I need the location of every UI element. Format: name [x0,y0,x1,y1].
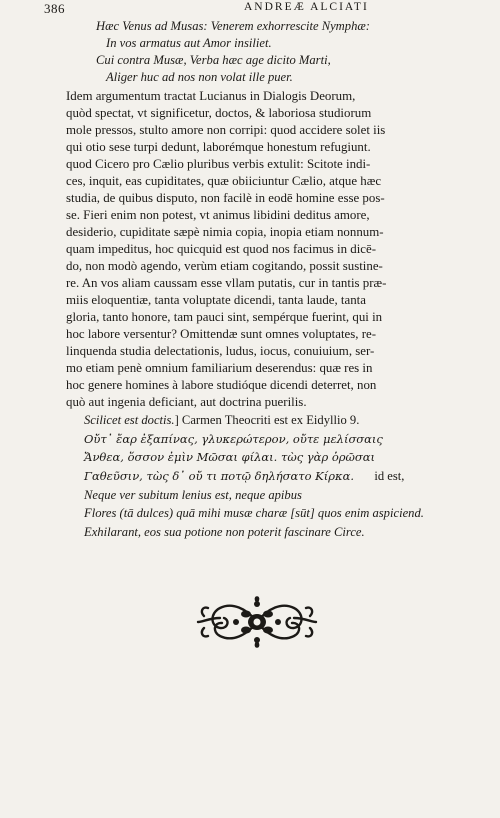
greek-line: Γαθεῦσιν, τὼς δ᾽ οὔ τι ποτῷ δηλήσατο Κίρκα. [84,469,355,484]
prose-line: quòd spectat, vt significetur, doctos, & laboriosa studiorum [66,105,372,120]
page-number: 386 [44,1,65,16]
greek-line: Οὔτ᾽ ἔαρ ἐξαπίνας, γλυκερώτερον, οὔτε μελίσσαις [84,431,383,446]
prose-line: se. Fieri enim non potest, vt animus libidini deditus amore, [66,207,370,222]
prose-line: qui otio sese turpi dedunt, laborémque honestum refugiunt. [66,139,371,154]
greek-line: Ἄνθεα, ὅσσον ἐμὶν Μῶσαι φίλαι. τὼς γὰρ ὁρῶσαι [84,450,376,465]
verse-line: Hæc Venus ad Musas: Venerem exhorrescite Nymphæ: [96,19,370,33]
prose-line: mole pressos, stulto amore non corripi: quod accidere solet iis [66,122,386,137]
verse-line: Aliger huc ad nos non volat ille puer. [106,70,293,85]
fleuron-ornament [196,592,318,652]
latin-line: Exhilarant, eos sua potione non poterit fascinare Circe. [84,525,365,540]
prose-line: quod Cicero pro Cælio pluribus verbis extulit: Scitote indi- [66,156,371,171]
verse-block [96,18,370,86]
idest-text: id est, [374,469,405,484]
prose-line: mo etiam penè omnium familiarium deserendus: quæ res in [66,360,373,375]
lemma-roman: ] Carmen Theocriti est ex Eidyllio 9. [174,413,360,427]
prose-line: re. An vos aliam caussam esse vllam putatis, cur in tantis præ- [66,275,387,290]
verse-line: In vos armatus aut Amor insiliet. [106,36,272,51]
note-line [84,467,474,486]
prose-line: miis eloquentiæ, tanta voluptate dicendi, tanta laude, tanta [66,292,366,307]
verse-line: Cui contra Musæ, Verba hæc age dicito Marti, [96,53,331,68]
prose-line: quam impeditus, hoc quicquid est quod nos facimus in dicē- [66,241,377,256]
prose-line: gloria, tanto honore, tam pauci sint, sempérque fuerint, qui in [66,309,383,324]
prose-line: quò aut ingenia deficiant, aut doctrina puerilis. [66,394,307,409]
lemma-italic: Scilicet est doctis. [84,413,175,427]
prose-line: linquenda studia delectationis, ludus, iocus, conuiuium, ser- [66,343,375,358]
prose-line: Idem argumentum tractat Lucianus in Dialogis Deorum, [66,88,356,103]
prose-line: do, non modò agendo, verùm etiam cogitando, possit sustine- [66,258,383,273]
prose-line: studia, de quibus disputo, non facilè in eodē homine esse pos- [66,190,385,205]
prose-line: desiderio, cupiditate sæpè nimia copia, inopia etiam nonnum- [66,224,384,239]
prose-paragraph [66,88,466,411]
prose-line: hoc genere homines à labore studióque dicendi deterret, non [66,377,377,392]
latin-line: Neque ver subitum lenius est, neque apibus [84,487,302,502]
prose-line: hoc labore versentur? Omittendæ sunt omnes voluptates, re- [66,326,377,341]
prose-line: ces, inquit, eas cupiditates, quæ obiiciuntur Cælio, atque hæc [66,173,382,188]
theocritus-note [84,411,474,542]
note-line [84,411,474,430]
running-head: ANDREÆ ALCIATI [244,1,369,13]
page-header [44,1,490,19]
latin-line: Flores (tā dulces) quā mihi musæ charæ [sūt] quos enim aspiciend. [84,506,424,521]
